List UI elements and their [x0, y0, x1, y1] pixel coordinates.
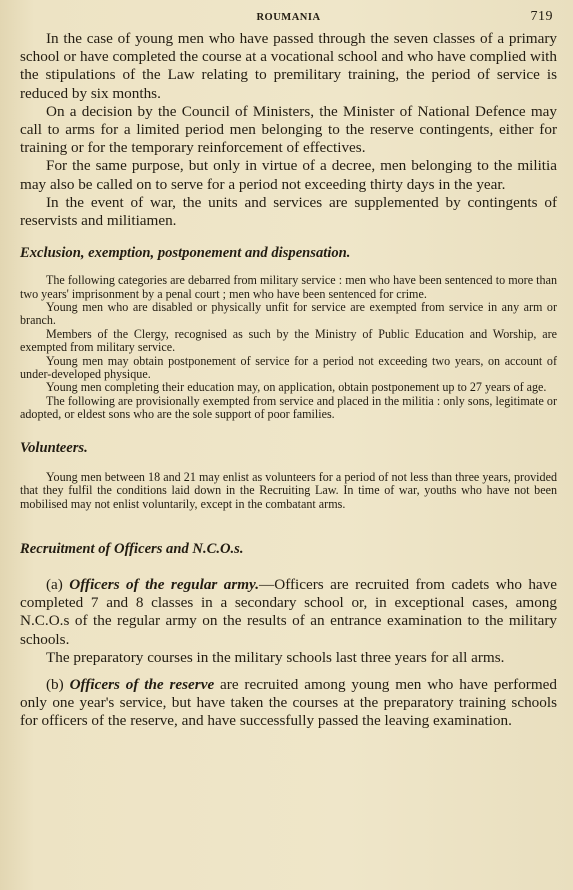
- small-paragraph: Young men who are disabled or physically unfit for service are exempted from service in any arm or branch.: [20, 300, 557, 328]
- intro-section: [20, 30, 557, 230]
- body-paragraph-b: [20, 676, 557, 731]
- item-term: Officers of the regular army.: [69, 575, 260, 593]
- item-label: (a): [46, 575, 70, 593]
- spacer: [20, 667, 557, 676]
- body-paragraph: In the event of war, the units and services are supplemented by contingents of reservists and militiamen.: [20, 193, 557, 230]
- running-header: [20, 8, 557, 30]
- section-heading-volunteers: Volunteers.: [20, 439, 88, 456]
- small-paragraph: The following categories are debarred from military service : men who have been sentenced to more than two years' imprisonment by a penal court ; men who have been sentenced for crime.: [20, 273, 557, 301]
- small-paragraph: Young men may obtain postponement of service for a period not exceeding two years, on account of under-developed physique.: [20, 353, 557, 382]
- item-text: —Officers are recruited from cadets who have completed 7 and 8 classes in a secondary school or, in exceptional cases, among N.C.O.s of the regular army on the results of an entrance examination to the military schools.: [20, 575, 557, 648]
- section-heading-recruitment: Recruitment of Officers and N.C.O.s.: [20, 540, 244, 557]
- exclusion-section: [20, 274, 557, 421]
- small-paragraph: Members of the Clergy, recognised as such by the Ministry of Public Education and Worship, are exempted from military service.: [20, 326, 557, 355]
- item-label: (b): [46, 675, 70, 693]
- small-paragraph: The following are provisionally exempted from service and placed in the militia : only sons, legitimate or adopted, or eldest sons who are the sole support of poor families.: [20, 393, 557, 422]
- item-term: Officers of the reserve: [69, 675, 215, 693]
- body-paragraph: The preparatory courses in the military schools last three years for all arms.: [46, 648, 505, 666]
- body-paragraph: For the same purpose, but only in virtue of a decree, men belonging to the militia may also be called on to serve for a period not exceeding thirty days in the year.: [20, 157, 557, 193]
- body-paragraph: In the case of young men who have passed through the seven classes of a primary school or have completed the course at a vocational school and who have complied with the stipulations of the Law relating to premilitary training, the period of service is reduced by six months.: [20, 30, 557, 102]
- page-number: 719: [530, 9, 553, 24]
- volunteers-section: [20, 471, 557, 511]
- body-paragraph-a: [20, 576, 557, 649]
- running-title: ROUMANIA: [256, 12, 321, 23]
- recruitment-section: [20, 576, 557, 731]
- section-heading-exclusion: Exclusion, exemption, postponement and dispensation.: [20, 245, 351, 262]
- body-paragraph: On a decision by the Council of Ministers, the Minister of National Defence may call to arms for a limited period men belonging to the reserve contingents, either for training or for the temporary reinforcement of effectives.: [20, 102, 557, 157]
- small-paragraph: Young men between 18 and 21 may enlist as volunteers for a period of not less than three years, provided that they fulfil the conditions laid down in the Recruiting Law. In time of war, youths who have not been mobilised may not enlist voluntarily, except in the combatant arms.: [20, 469, 557, 511]
- small-paragraph: Young men completing their education may, on application, obtain postponement up to 27 years of age.: [46, 380, 547, 395]
- item-text: are recruited among young men who have performed only one year's service, but have taken the courses at the preparatory training schools for officers of the reserve, and have successfully passed the leaving examination.: [20, 675, 557, 730]
